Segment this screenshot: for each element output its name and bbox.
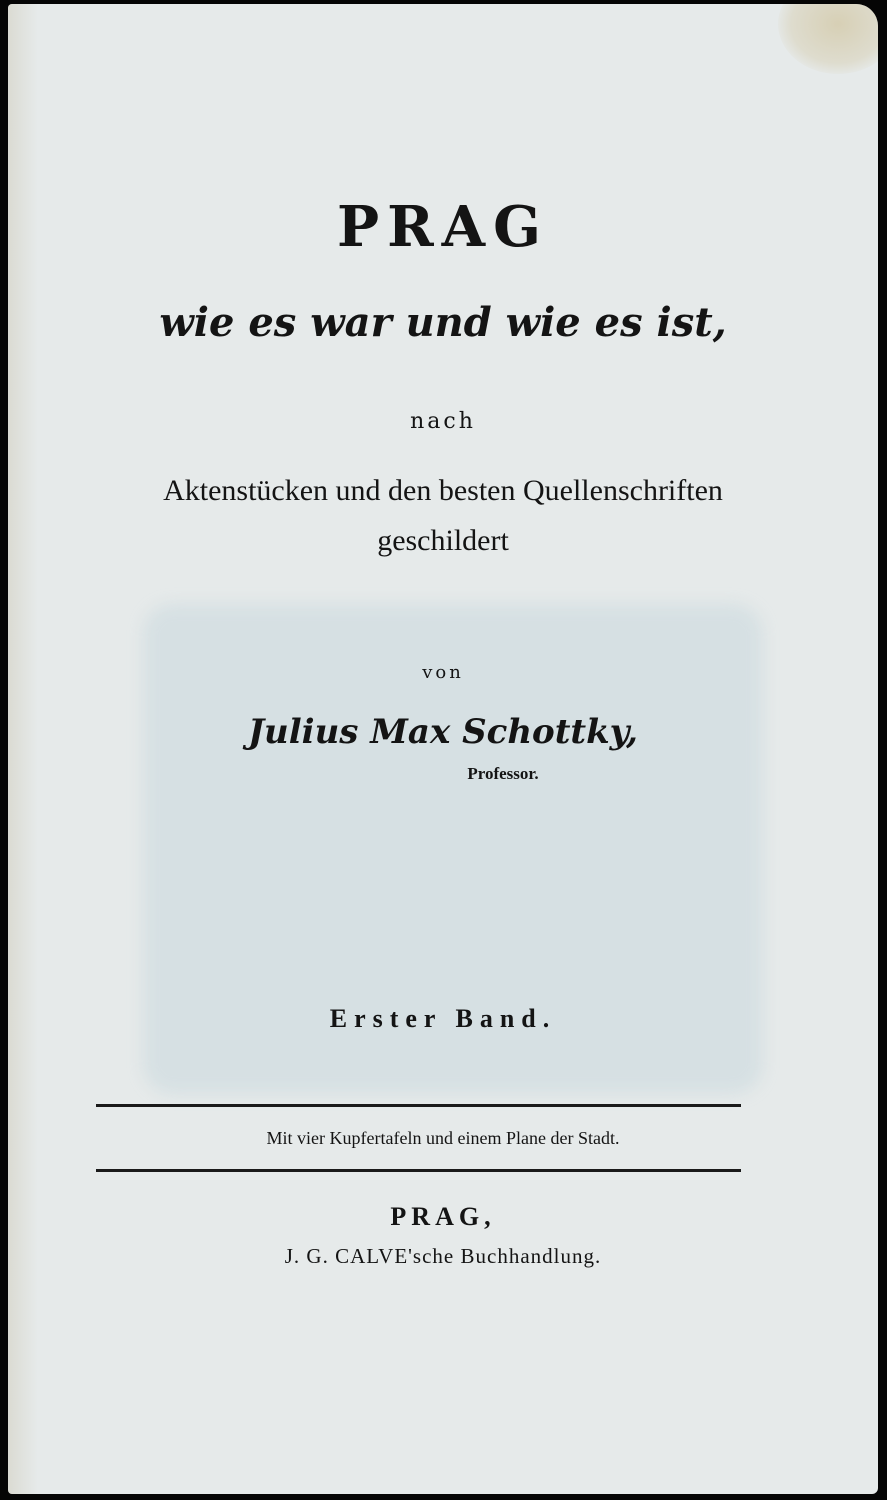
description-line-1: Aktenstücken und den besten Quellenschriften xyxy=(163,474,723,507)
description-line-2: geschildert xyxy=(377,524,509,557)
title-page xyxy=(8,4,878,1494)
author-name: Julius Max Schottky, xyxy=(247,712,639,752)
book-subtitle: wie es war und wie es ist, xyxy=(159,299,727,346)
book-title: PRAG xyxy=(337,194,549,260)
divider-rule-bottom xyxy=(96,1169,741,1172)
preposition-text: nach xyxy=(410,409,476,434)
plates-note: Mit vier Kupfertafeln und einem Plane der Stadt. xyxy=(266,1128,620,1148)
by-text: von xyxy=(422,662,464,683)
author-title: Professor. xyxy=(467,764,539,783)
corner-stain xyxy=(778,4,878,74)
volume-label: Erster Band. xyxy=(329,1004,557,1033)
imprint-publisher: J. G. CALVE'sche Buchhandlung. xyxy=(284,1244,602,1268)
divider-rule-top xyxy=(96,1104,741,1107)
imprint-city: PRAG, xyxy=(390,1202,496,1231)
